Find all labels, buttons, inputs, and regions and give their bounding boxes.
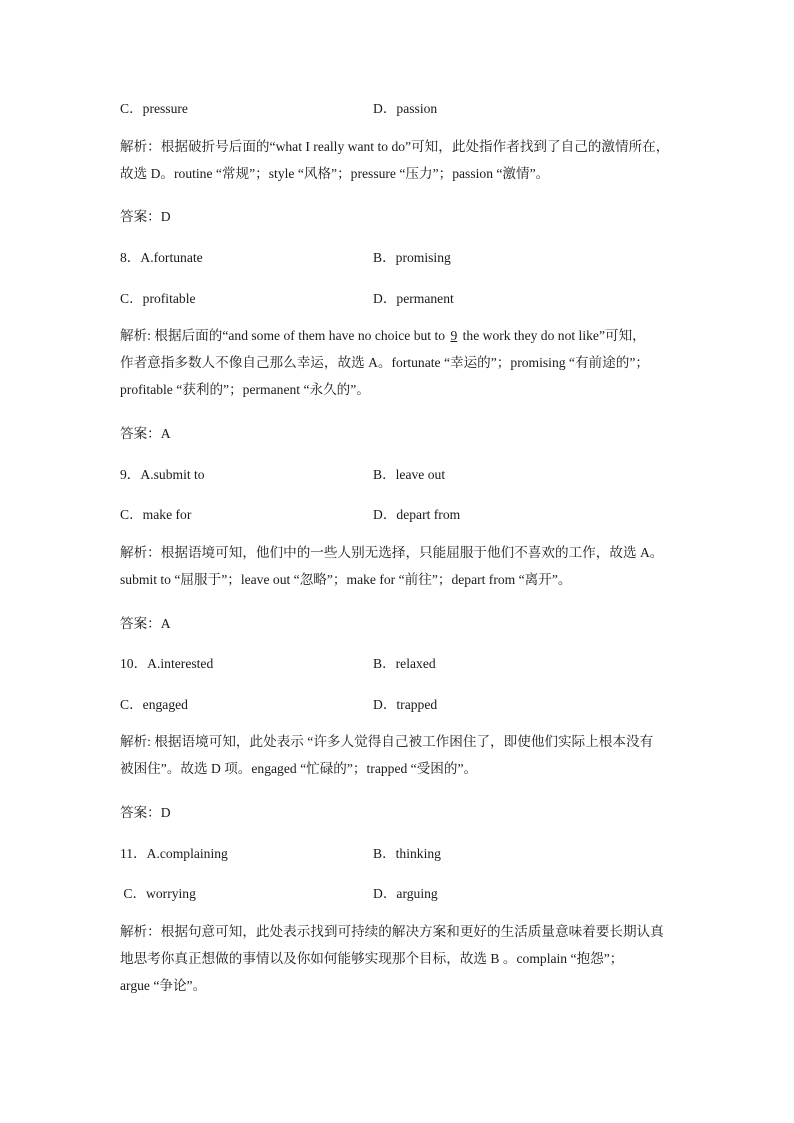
q11-option-d: D．arguing [373, 886, 438, 901]
q10-option-d: D．trapped [373, 697, 438, 712]
q11-analysis-line: 解析：根据句意可知，此处表示找到可持续的解决方案和更好的生活质量意味着要长期认真 [120, 924, 664, 939]
q9-option-b: B．leave out [373, 467, 446, 482]
q8-option-d: D．permanent [373, 291, 454, 306]
q10-analysis-line: 被困住”。故选 D 项。engaged “忙碌的”；trapped “受困的”。 [120, 761, 478, 776]
q9-option-c: C．make for [120, 507, 192, 522]
q8-option-a: 8．A.fortunate [120, 250, 203, 265]
q7-option-d: D．passion [373, 101, 438, 116]
q10-answer: 答案：D [120, 805, 171, 820]
q9-answer: 答案：A [120, 616, 171, 631]
q7-option-c: C．pressure [120, 101, 188, 116]
q10-option-b: B．relaxed [373, 656, 436, 671]
q10-analysis-line: 解析: 根据语境可知，此处表示 “许多人觉得自己被工作困住了，即使他们实际上根本没有 [120, 734, 654, 749]
q9-analysis-line: submit to “屈服于”；leave out “忽略”；make for “前往”；depart from “离开”。 [120, 572, 572, 587]
q11-analysis-line: argue “争论”。 [120, 978, 207, 993]
q8-analysis-line [120, 322, 690, 349]
q9-option-d: D．depart from [373, 507, 461, 522]
q8-analysis-line: profitable “获利的”；permanent “永久的”。 [120, 382, 370, 397]
q8-option-c: C．profitable [120, 291, 196, 306]
q10-option-c: C．engaged [120, 697, 188, 712]
q11-option-b: B．thinking [373, 846, 441, 861]
q11-analysis-line: 地思考你真正想做的事情以及你如何能够实现那个目标，故选 B 。complain “抱怨”； [120, 951, 624, 966]
q8-option-b: B．promising [373, 250, 451, 265]
q7-analysis-line: 故选 D。routine “常规”；style “风格”；pressure “压力”；passion “激情”。 [120, 166, 550, 181]
q7-answer: 答案：D [120, 209, 171, 224]
q8-analysis-line: 作者意指多数人不像自己那么幸运，故选 A。fortunate “幸运的”；promising “有前途的”； [120, 355, 649, 370]
q8-answer: 答案：A [120, 426, 171, 441]
q10-option-a: 10．A.interested [120, 656, 214, 671]
q9-analysis-line: 解析：根据语境可知，他们中的一些人别无选择，只能屈服于他们不喜欢的工作，故选 A。 [120, 545, 664, 560]
q10-analysis [120, 728, 690, 782]
q8-analysis-post: the work they do not like”可知， [459, 328, 646, 343]
blank-number: 9 [450, 328, 458, 343]
q11-option-c: C．worrying [120, 886, 196, 901]
q7-analysis [120, 133, 690, 187]
q11-analysis [120, 918, 690, 999]
q9-analysis [120, 539, 690, 593]
q8-analysis [120, 322, 690, 403]
q8-analysis-pre: 解析: 根据后面的“and some of them have no choice but to [120, 328, 449, 343]
q7-analysis-line: 解析：根据破折号后面的“what I really want to do”可知，此处指作者找到了自己的激情所在， [120, 139, 670, 154]
q11-option-a: 11．A.complaining [120, 846, 228, 861]
q9-option-a: 9．A.submit to [120, 467, 205, 482]
